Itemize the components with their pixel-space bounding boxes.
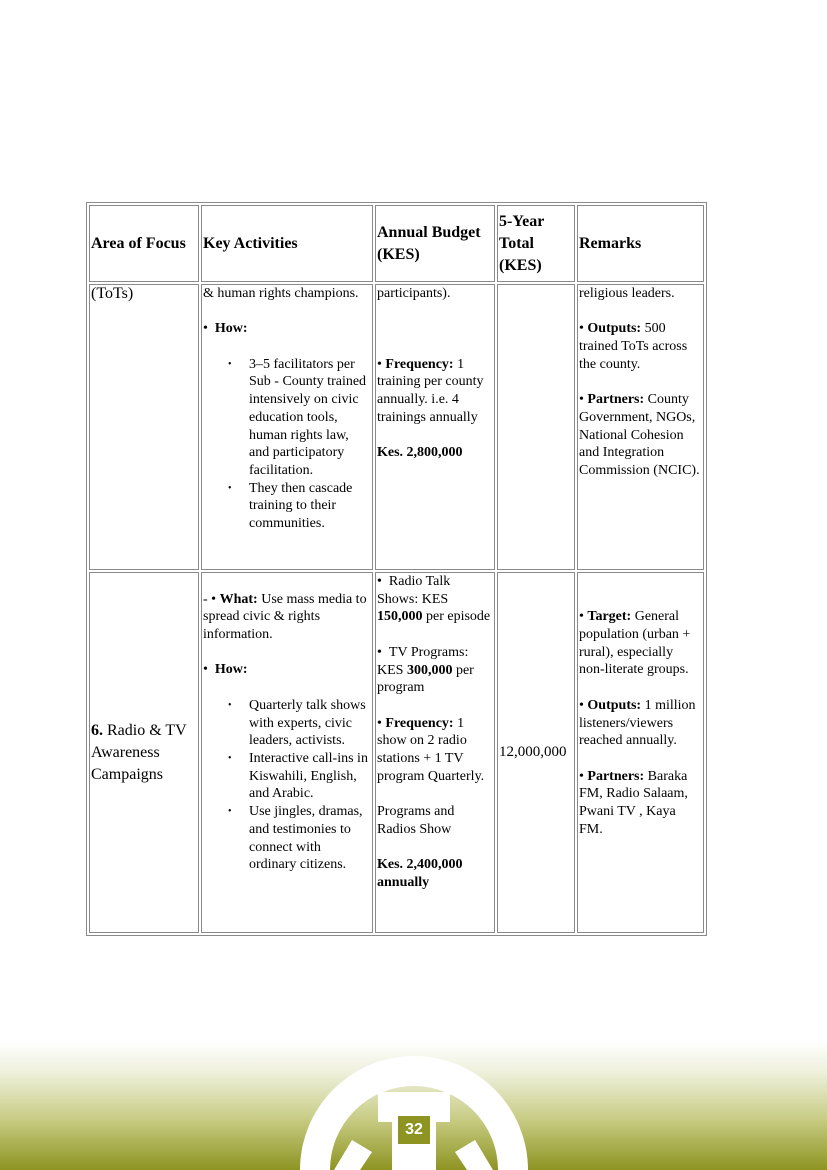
how-line: • How: xyxy=(203,321,248,337)
list-item: • 3–5 facilitators per Sub - County trained intensively on civic education tools, human rights law, and participatory facilitation. xyxy=(249,356,371,480)
target-line: • Target: General population (urban + rural), especially non-literate groups. xyxy=(579,609,691,678)
header-area-of-focus: Area of Focus xyxy=(89,205,199,282)
how-line: • How: xyxy=(203,662,248,678)
area-text: Radio & TV Awareness Campaigns xyxy=(91,721,187,783)
frequency-label: Frequency: xyxy=(385,715,454,731)
budget-table xyxy=(86,202,707,936)
header-key-activities: Key Activities xyxy=(201,205,373,282)
activities-cell xyxy=(201,572,373,933)
radio-line: • Radio Talk Shows: KES 150,000 per episode xyxy=(377,574,491,625)
area-cell-tots: (ToTs) xyxy=(89,284,199,570)
partners-label: Partners: xyxy=(587,392,645,408)
tv-line: • TV Programs: KES 300,000 per program xyxy=(377,644,474,696)
how-label: How: xyxy=(214,662,248,678)
what-line: - • What: Use mass media to spread civic & rights information. xyxy=(203,591,367,643)
budget-cell xyxy=(375,284,495,570)
partners-label: Partners: xyxy=(587,768,645,784)
header-annual-budget: Annual Budget (KES) xyxy=(375,205,495,282)
table-row xyxy=(89,284,704,570)
frequency-text: 1 training per county annually. i.e. 4 trainings annually xyxy=(377,356,484,425)
frequency-line: • Frequency: 1 show on 2 radio stations + 1 TV program Quarterly. xyxy=(377,715,485,784)
total-cell: 12,000,000 xyxy=(497,572,575,933)
remarks-cell xyxy=(577,572,704,933)
how-label: How: xyxy=(214,321,248,337)
frequency-line: • Frequency: 1 training per county annually. i.e. 4 trainings annually xyxy=(377,356,484,425)
outputs-line: • Outputs: 500 trained ToTs across the county. xyxy=(579,321,688,372)
table-header-row xyxy=(89,205,704,282)
activities-intro: & human rights champions. xyxy=(203,286,359,301)
remarks-intro: religious leaders. xyxy=(579,286,675,301)
header-five-year-total: 5-Year Total (KES) xyxy=(497,205,575,282)
remarks-cell xyxy=(577,284,704,570)
gear-emblem-icon xyxy=(0,1040,827,1170)
total-cell xyxy=(497,284,575,570)
budget-amount: Kes. 2,800,000 xyxy=(377,445,463,461)
what-label: What: xyxy=(219,591,258,607)
area-number: 6. xyxy=(91,721,103,739)
list-item: • Interactive call-ins in Kiswahili, English, and Arabic. xyxy=(249,750,371,803)
area-cell-radio-tv xyxy=(89,572,199,933)
header-remarks: Remarks xyxy=(577,205,704,282)
table-row xyxy=(89,572,704,933)
list-item: • They then cascade training to their communities. xyxy=(249,480,371,533)
how-list xyxy=(203,697,371,874)
frequency-label: Frequency: xyxy=(385,356,454,372)
target-label: Target: xyxy=(587,609,632,625)
programs-line: Programs and Radios Show xyxy=(377,804,455,837)
budget-amount: Kes. 2,400,000 annually xyxy=(377,857,463,890)
partners-line: • Partners: Baraka FM, Radio Salaam, Pwani TV , Kaya FM. xyxy=(579,768,688,837)
outputs-label: Outputs: xyxy=(587,697,642,713)
activities-cell xyxy=(201,284,373,570)
page-number: 32 xyxy=(398,1116,430,1144)
partners-line: • Partners: County Government, NGOs, National Cohesion and Integration Commission (NCIC). xyxy=(579,392,700,478)
list-item: • Quarterly talk shows with experts, civic leaders, activists. xyxy=(249,697,371,750)
budget-cell xyxy=(375,572,495,933)
how-list xyxy=(203,356,371,533)
list-item: • Use jingles, dramas, and testimonies to connect with ordinary citizens. xyxy=(249,803,371,874)
outputs-label: Outputs: xyxy=(587,321,642,337)
outputs-line: • Outputs: 1 million listeners/viewers reached annually. xyxy=(579,697,696,749)
budget-intro: participants). xyxy=(377,286,451,301)
